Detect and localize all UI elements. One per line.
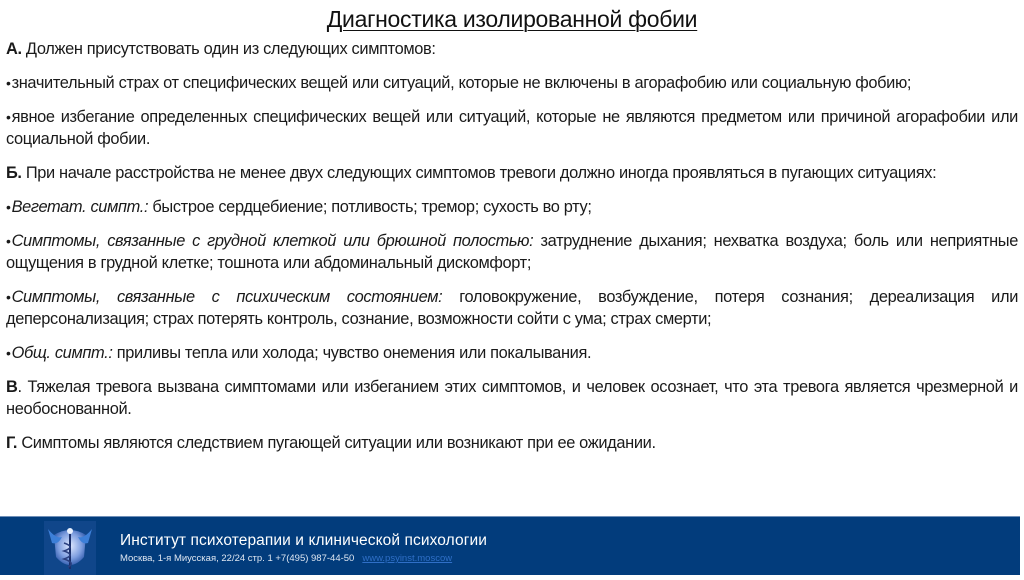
bullet-icon: • — [6, 345, 11, 361]
organization-name: Институт психотерапии и клинической психологии — [120, 532, 487, 549]
bullet-icon: • — [6, 199, 11, 215]
bullet-item — [6, 230, 1018, 274]
bullet-icon: • — [6, 109, 11, 125]
bullet-text: значительный страх от специфических вещей или ситуаций, которые не включены в агорафобию или социальную фобию; — [11, 74, 912, 92]
symptom-category: Симптомы, связанные с психическим состоянием: — [11, 288, 443, 306]
bullet-item — [6, 72, 1018, 94]
criteria-content — [6, 38, 1018, 466]
criterion-b — [6, 162, 1018, 184]
bullet-item — [6, 106, 1018, 150]
bullet-icon: • — [6, 75, 11, 91]
bullet-text: головокружение, возбуждение, потеря сознания; дереализация или деперсонализация; страх потерять контроль, сознание, возможности сойти с ума; страх смерти; — [6, 288, 1019, 328]
bullet-text: быстрое сердцебиение; потливость; тремор; сухость во рту; — [148, 198, 592, 216]
symptom-category: Симптомы, связанные с грудной клеткой или брюшной полостью: — [11, 232, 534, 250]
bullet-text: затруднение дыхания; нехватка воздуха; боль или неприятные ощущения в грудной клетке; тошнота или абдоминальный дискомфорт; — [6, 232, 1018, 272]
criterion-letter: А. — [6, 40, 22, 58]
criterion-text: При начале расстройства не менее двух следующих симптомов тревоги должно иногда проявляться в пугающих ситуациях: — [21, 164, 937, 182]
bullet-item — [6, 196, 1018, 218]
caduceus-psi-logo-icon — [44, 521, 96, 575]
bullet-text: приливы тепла или холода; чувство онемения или покалывания. — [112, 344, 592, 362]
bullet-item — [6, 286, 1018, 330]
criterion-letter: В — [6, 378, 18, 396]
criterion-v — [6, 376, 1018, 420]
bullet-icon: • — [6, 233, 11, 249]
criterion-text: . Тяжелая тревога вызвана симптомами или избеганием этих симптомов, и человек осознает, что эта тревога является чрезмерной и необоснованной. — [6, 378, 1018, 418]
bullet-text: явное избегание определенных специфических вещей или ситуаций, которые не являются предметом или причиной агорафобии или социальной фобии. — [6, 108, 1018, 148]
slide-title: Диагностика изолированной фобии — [326, 6, 698, 32]
criterion-text: Должен присутствовать один из следующих симптомов: — [21, 40, 436, 58]
symptom-category: Вегетат. симпт.: — [11, 198, 149, 216]
criterion-a — [6, 38, 1018, 60]
organization-contact — [120, 553, 452, 565]
criterion-g — [6, 432, 1018, 454]
bullet-item — [6, 342, 1018, 364]
criterion-text: Симптомы являются следствием пугающей ситуации или возникают при ее ожидании. — [17, 434, 656, 452]
criterion-letter: Г. — [6, 434, 18, 452]
criterion-letter: Б. — [6, 164, 22, 182]
website-link[interactable]: www.psyinst.moscow — [362, 553, 453, 564]
contact-address-phone: Москва, 1-я Миусская, 22/24 стр. 1 +7(495) 987-44-50 — [120, 553, 355, 564]
symptom-category: Общ. симпт.: — [11, 344, 113, 362]
footer-banner — [0, 516, 1020, 575]
footer-edge-strip — [1020, 516, 1024, 574]
bullet-icon: • — [6, 289, 11, 305]
